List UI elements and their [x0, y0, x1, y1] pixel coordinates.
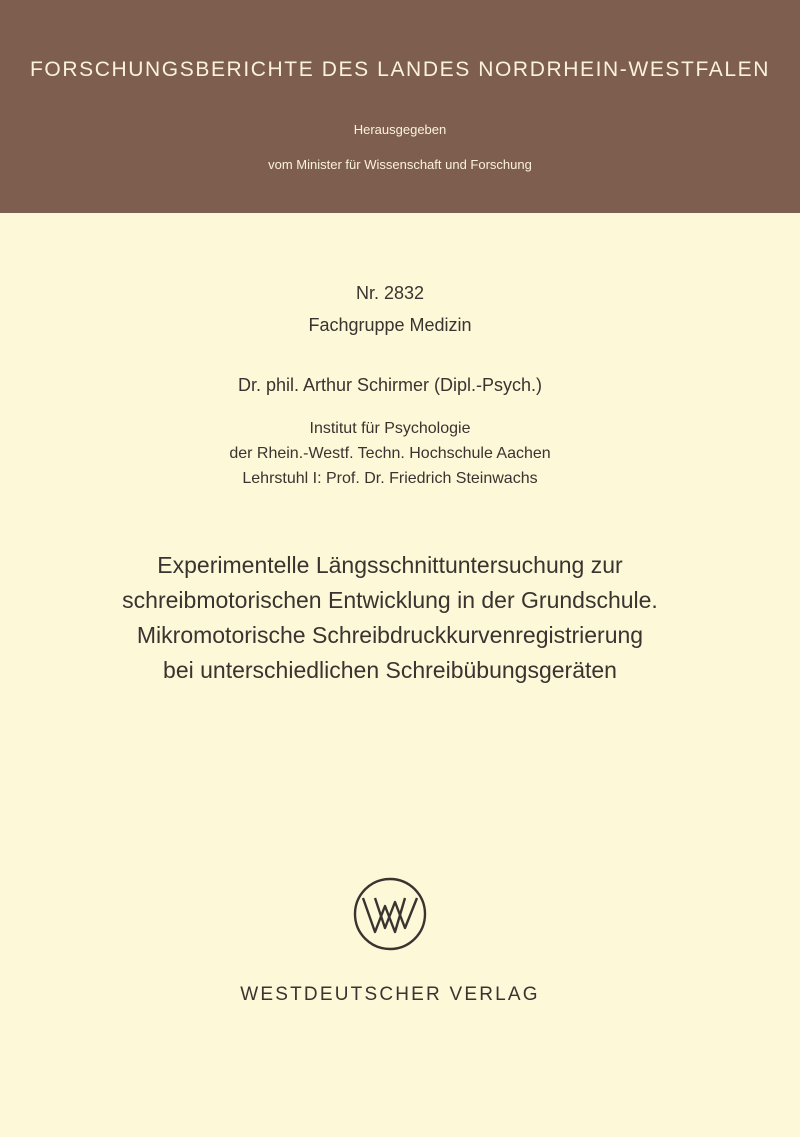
title-line: Mikromotorische Schreibdruckkurvenregistrierung	[136, 622, 644, 648]
publisher-logo-icon	[352, 876, 428, 952]
editor-label: Herausgegeben	[353, 122, 447, 137]
publisher-name: WESTDEUTSCHER VERLAG	[240, 984, 540, 1005]
title-line: Experimentelle Längsschnittuntersuchung zur	[157, 552, 623, 578]
title-line: schreibmotorischen Entwicklung in der Grundschule.	[122, 587, 658, 613]
author: Dr. phil. Arthur Schirmer (Dipl.-Psych.)	[237, 375, 543, 395]
editor-name: vom Minister für Wissenschaft und Forschung	[268, 157, 532, 172]
institute-line: Lehrstuhl I: Prof. Dr. Friedrich Steinwachs	[242, 470, 538, 487]
subject-group: Fachgruppe Medizin	[308, 315, 472, 335]
title-line: bei unterschiedlichen Schreibübungsgeräten	[163, 657, 617, 683]
book-title	[0, 548, 780, 688]
institute-line: der Rhein.-Westf. Techn. Hochschule Aachen	[229, 445, 551, 462]
series-title: FORSCHUNGSBERICHTE DES LANDES NORDRHEIN-WESTFALEN	[30, 58, 770, 81]
series-banner	[0, 0, 800, 213]
report-number: Nr. 2832	[355, 283, 425, 303]
institute-line: Institut für Psychologie	[309, 420, 471, 437]
